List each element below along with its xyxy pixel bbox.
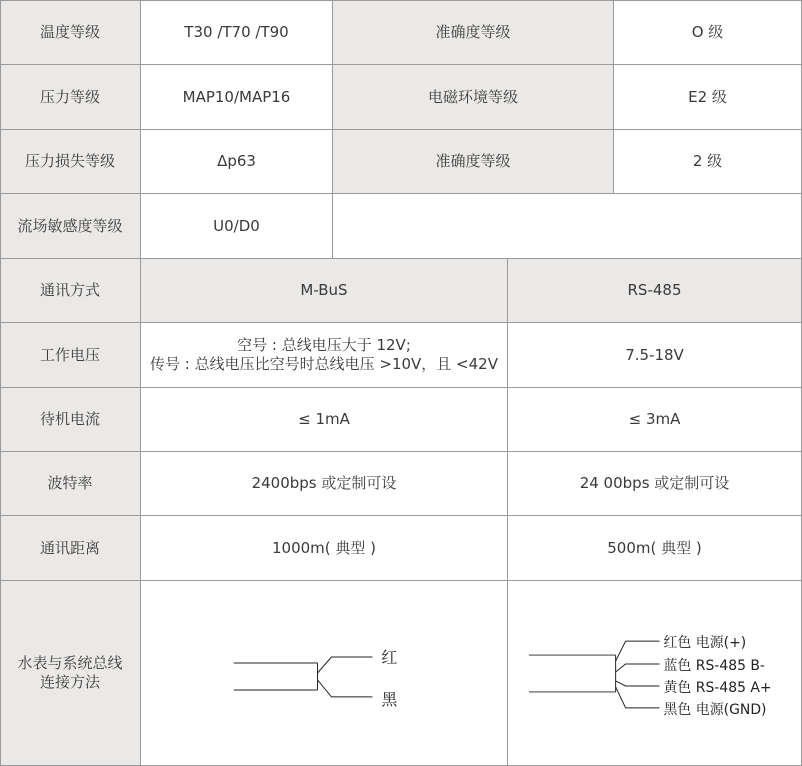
value-emc-class: E2 级 xyxy=(614,65,802,130)
header-rs485: RS-485 xyxy=(508,259,802,323)
rs485-wire-red-label: 红色 电源(+) xyxy=(663,634,747,651)
rs485-wire-yellow xyxy=(616,680,660,685)
mbus-voltage-line-2: 传号 : 总线电压比空号时总线电压 >10V，且 <42V xyxy=(150,355,498,373)
wiring-label-line-2: 连接方法 xyxy=(39,673,100,691)
rs485-wire-blue xyxy=(616,664,660,672)
label-emc-class: 电磁环境等级 xyxy=(333,65,614,130)
wiring-label-line-1: 水表与系统总线 xyxy=(17,654,123,672)
label-baud-rate: 波特率 xyxy=(0,452,141,516)
rs485-wire-red xyxy=(616,641,660,661)
value-mbus-voltage xyxy=(141,323,508,388)
mbus-wiring-cell xyxy=(141,581,508,766)
value-flow-sensitivity-class: U0/D0 xyxy=(141,194,333,259)
rs485-wiring-diagram xyxy=(508,581,801,766)
value-pressure-class: MAP10/MAP16 xyxy=(141,65,333,130)
value-rs485-distance: 500m( 典型 ) xyxy=(508,516,802,581)
value-rs485-baud: 24 00bps 或定制可设 xyxy=(508,452,802,516)
mbus-wire-black-label: 黑 xyxy=(381,689,398,709)
value-rs485-voltage: 7.5-18V xyxy=(508,323,802,388)
label-comm-distance: 通讯距离 xyxy=(0,516,141,581)
label-pressure-loss-class: 压力损失等级 xyxy=(0,130,141,194)
value-pressure-loss-class: Δp63 xyxy=(141,130,333,194)
label-accuracy-class-2: 准确度等级 xyxy=(333,130,614,194)
empty-cell xyxy=(333,194,802,259)
label-pressure-class: 压力等级 xyxy=(0,65,141,130)
value-mbus-standby: ≤ 1mA xyxy=(141,388,508,452)
rs485-wire-black xyxy=(616,686,660,707)
value-accuracy-class: O 级 xyxy=(614,0,802,65)
label-wiring-method xyxy=(0,581,141,766)
mbus-wire-red xyxy=(318,657,373,673)
rs485-wiring-cell xyxy=(508,581,802,766)
value-mbus-baud: 2400bps 或定制可设 xyxy=(141,452,508,516)
header-mbus: M-BuS xyxy=(141,259,508,323)
rs485-wire-blue-label: 蓝色 RS-485 B- xyxy=(663,657,765,674)
mbus-wire-red-label: 红 xyxy=(381,647,398,667)
mbus-voltage-line-1: 空号 : 总线电压大于 12V; xyxy=(237,336,411,354)
label-comm-method: 通讯方式 xyxy=(0,259,141,323)
label-accuracy-class: 准确度等级 xyxy=(333,0,614,65)
value-accuracy-class-2: 2 级 xyxy=(614,130,802,194)
label-flow-sensitivity-class: 流场敏感度等级 xyxy=(0,194,141,259)
value-mbus-distance: 1000m( 典型 ) xyxy=(141,516,508,581)
rs485-wire-black-label: 黑色 电源(GND) xyxy=(663,701,767,718)
value-temperature-class: T30 /T70 /T90 xyxy=(141,0,333,65)
value-rs485-standby: ≤ 3mA xyxy=(508,388,802,452)
label-temperature-class: 温度等级 xyxy=(0,0,141,65)
label-standby-current: 待机电流 xyxy=(0,388,141,452)
mbus-wiring-diagram xyxy=(141,581,507,766)
label-operating-voltage: 工作电压 xyxy=(0,323,141,388)
rs485-wire-yellow-label: 黄色 RS-485 A+ xyxy=(663,679,772,696)
mbus-wire-black xyxy=(318,679,373,696)
